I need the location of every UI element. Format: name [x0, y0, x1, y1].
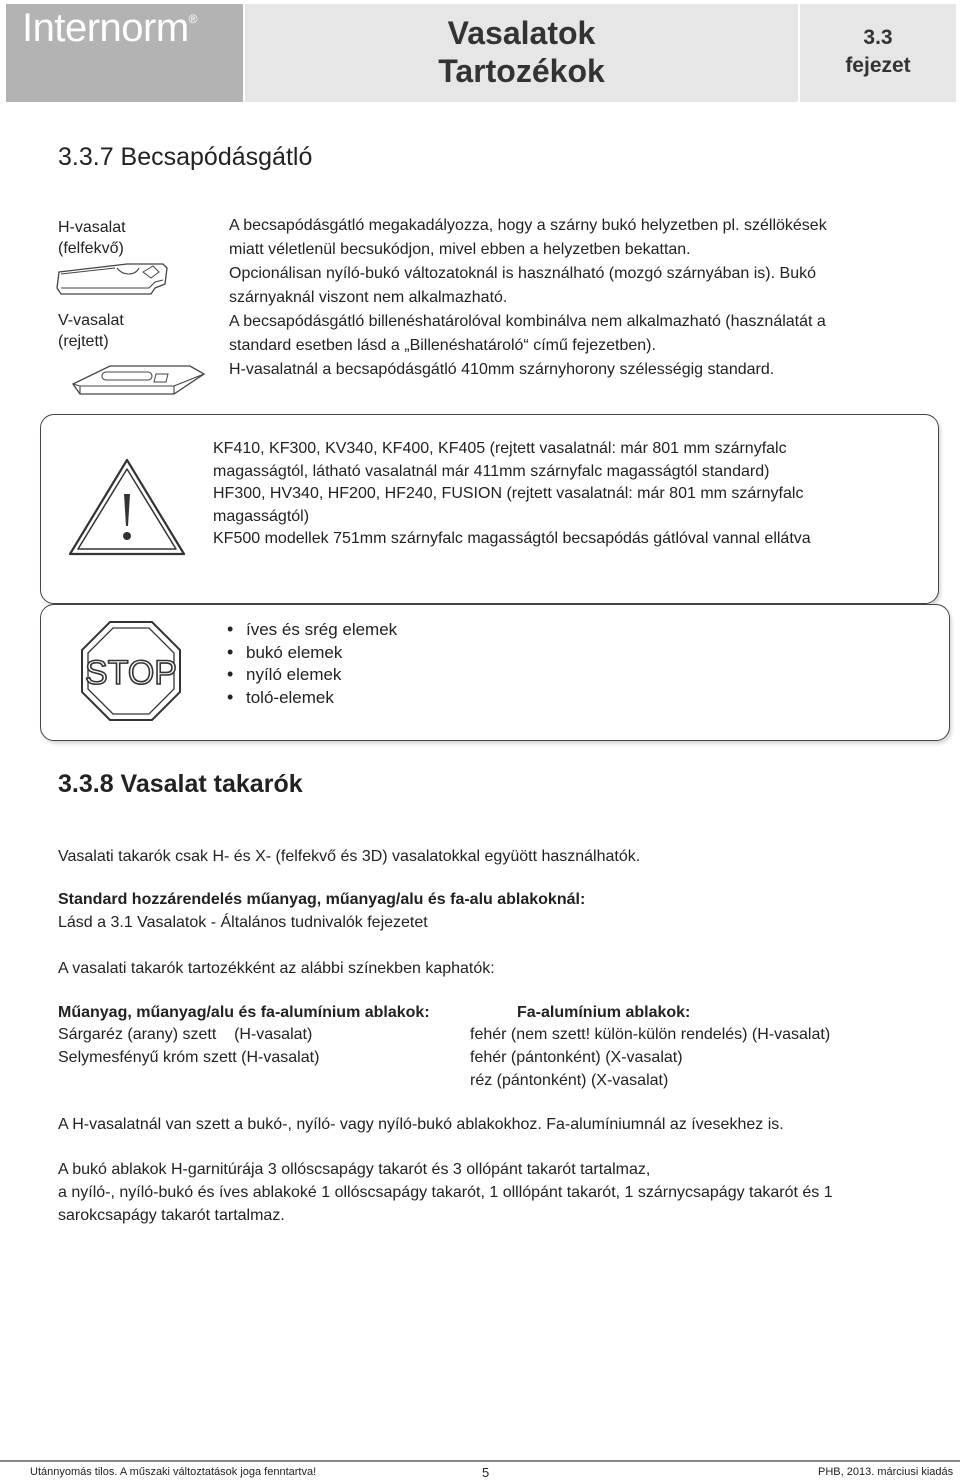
stop-sign-text: STOP	[85, 654, 177, 692]
paragraph-standard-heading: Standard hozzárendelés műanyag, műanyag/alu és fa-alu ablakoknál:	[58, 891, 586, 908]
color-row: Selymesfényű króm szett (H-vasalat)	[58, 1049, 320, 1066]
warning-text: KF410, KF300, KV340, KF400, KF405 (rejtett vasalatnál: már 801 mm szárnyfalc magasságtól, látható vasalatnál már 411mm szárnyfalc magasságtól standard) HF300, HV340, HF200, HF240, FUSION (rejtett vasalatnál: már 801 mm szárnyfalc magasságtól) KF500 modellek 751mm szárnyfalc magasságtól becsapódás gátlóval vannal ellátva	[213, 440, 811, 547]
label-h-vasalat: H-vasalat (felfekvő)	[58, 219, 126, 257]
paragraph-standard-ref: Lásd a 3.1 Vasalatok - Általános tudnivalók fejezetet	[58, 914, 428, 931]
chapter-label: 3.3 fejezet	[845, 26, 911, 77]
paragraph-intro: Vasalati takarók csak H- és X- (felfekvő és 3D) vasalatokkal együött használhatók.	[58, 848, 641, 865]
stop-list	[222, 619, 397, 709]
list-item: • íves és srég elemek	[222, 619, 397, 642]
paragraph-contents: A bukó ablakok H-garnitúrája 3 ollóscsapágy takarót és 3 ollópánt takarót tartalmaz, a nyíló-, nyíló-bukó és íves ablakoké 1 ollóscsapágy takarót, 1 olllópánt takarót, 1 szárnycsapágy takarót és 1 sarokcsapágy takarót tartalmaz.	[58, 1161, 833, 1224]
footer-copyright: Utánnyomás tilos. A műszaki változtatások joga fenntartva!	[30, 1466, 317, 1478]
label-v-vasalat: V-vasalat (rejtett)	[58, 312, 124, 350]
list-item: • toló-elemek	[222, 687, 397, 710]
page-number: 5	[482, 1465, 490, 1480]
brand-logo: Internorm®	[22, 6, 198, 50]
footer-edition: PHB, 2013. márciusi kiadás	[818, 1466, 954, 1478]
warning-icon	[66, 456, 188, 558]
column-heading-wood-alu: Fa-alumínium ablakok:	[517, 1004, 691, 1021]
page-title: Vasalatok Tartozékok	[438, 15, 605, 89]
h-fitting-illustration	[55, 260, 175, 300]
section-heading-vasalat-takarok: 3.3.8 Vasalat takarók	[58, 770, 303, 798]
v-fitting-illustration	[70, 360, 210, 400]
list-item: • nyíló elemek	[222, 664, 397, 687]
color-row: fehér (nem szett! külön-külön rendelés) (H-vasalat)	[470, 1026, 831, 1043]
section-heading-becsapodasgatlo: 3.3.7 Becsapódásgátló	[58, 143, 313, 171]
color-row: Sárgaréz (arany) szett (H-vasalat)	[58, 1026, 313, 1043]
column-heading-plastic: Műanyag, műanyag/alu és fa-alumínium ablakok:	[58, 1004, 430, 1021]
stop-sign-icon	[80, 620, 182, 722]
paragraph-colors-intro: A vasalati takarók tartozékként az alábbi színekben kaphatók:	[58, 960, 495, 977]
footer-divider	[0, 1460, 960, 1462]
color-row: fehér (pántonként) (X-vasalat)	[470, 1049, 683, 1066]
list-item: • bukó elemek	[222, 642, 397, 665]
color-row: réz (pántonként) (X-vasalat)	[470, 1072, 669, 1089]
paragraph-sets: A H-vasalatnál van szett a bukó-, nyíló- vagy nyíló-bukó ablakokhoz. Fa-alumíniumnál az ívesekhez is.	[58, 1116, 784, 1133]
section1-body: A becsapódásgátló megakadályozza, hogy a szárny bukó helyzetben pl. széllökések miatt véletlenül becsukódjon, mivel ebben a helyzetben bekattan. Opcionálisan nyíló-bukó változatoknál is használható (mozgó szárnyában is). Bukó szárnyaknál viszont nem alkalmazható. A becsapódásgátló billenéshatárolóval kombinálva nem alkalmazható (használatát a standard esetben lásd a „Billenéshatároló“ című fejezetben). H-vasalatnál a becsapódásgátló 410mm szárnyhorony szélességig standard.	[229, 217, 827, 378]
